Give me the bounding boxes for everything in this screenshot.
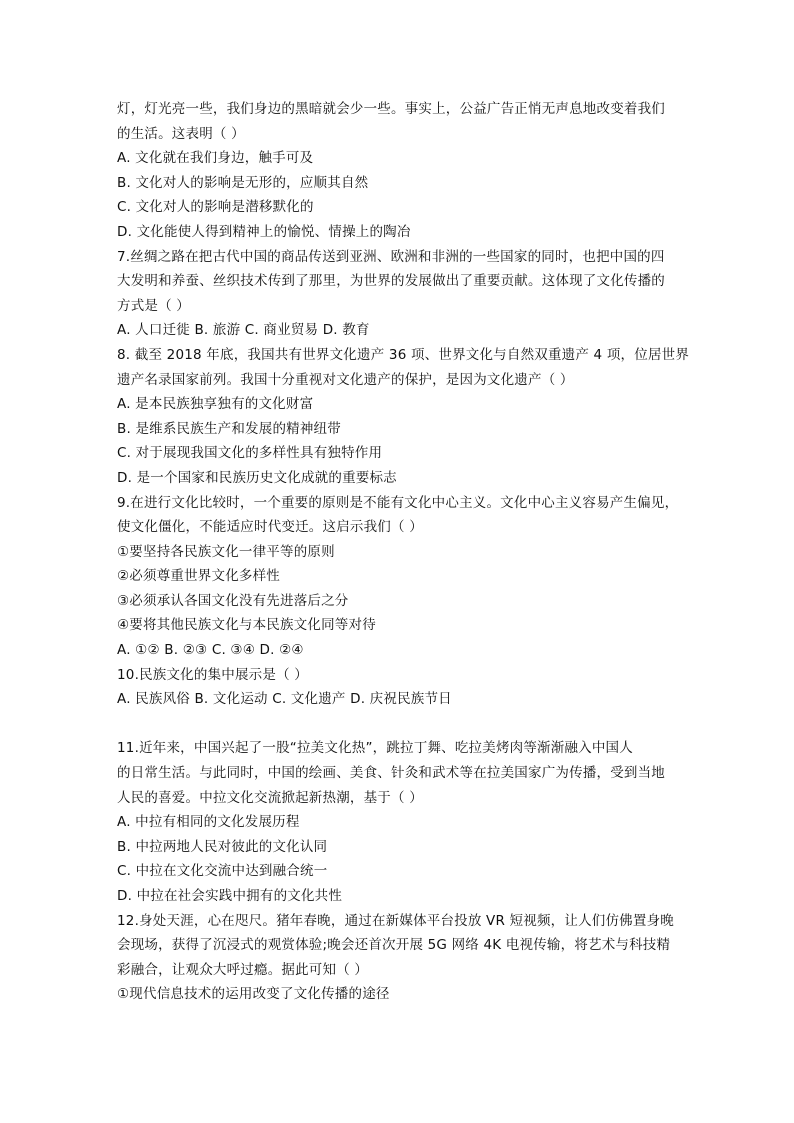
answer-options-row: A. 人口迁徙 B. 旅游 C. 商业贸易 D. 教育	[117, 322, 370, 339]
text-line: 的日常生活。与此同时，中国的绘画、美食、针灸和武术等在拉美国家广为传播，受到当地	[117, 765, 665, 782]
text-line: 大发明和养蚕、丝织技术传到了那里，为世界的发展做出了重要贡献。这体现了文化传播的	[117, 273, 665, 290]
statement-item: ②必须尊重世界文化多样性	[117, 568, 281, 585]
answer-option: B. 是维系民族生产和发展的精神纽带	[117, 420, 341, 437]
text-line: 方式是（ ）	[117, 297, 190, 314]
statement-item: ①要坚持各民族文化一律平等的原则	[117, 543, 335, 560]
question-block-b	[117, 736, 677, 1007]
answer-option: D. 文化能使人得到精神上的愉悦、情操上的陶冶	[117, 223, 411, 240]
answer-option: C. 中拉在文化交流中达到融合统一	[117, 863, 328, 880]
answer-options-row: A. 民族风俗 B. 文化运动 C. 文化遗产 D. 庆祝民族节日	[117, 691, 452, 708]
question-8-stem: 8. 截至 2018 年底，我国共有世界文化遗产 36 项、世界文化与自然双重遗产 4 项，位居世界	[117, 346, 690, 363]
answer-options-row: A. ①② B. ②③ C. ③④ D. ②④	[117, 642, 304, 659]
text-line: 使文化僵化，不能适应时代变迁。这启示我们（ ）	[117, 519, 423, 536]
answer-option: C. 对于展现我国文化的多样性具有独特作用	[117, 445, 383, 462]
question-block-a	[117, 97, 690, 712]
statement-item: ③必须承认各国文化没有先进落后之分	[117, 592, 349, 609]
statement-item: ①现代信息技术的运用改变了文化传播的途径	[117, 986, 390, 1003]
question-7-stem: 7.丝绸之路在把古代中国的商品传送到亚洲、欧洲和非洲的一些国家的同时，也把中国的四	[117, 248, 665, 265]
question-11-stem: 11.近年来，中国兴起了一股“拉美文化热”，跳拉丁舞、吃拉美烤肉等渐渐融入中国人	[117, 740, 633, 757]
text-line: 彩融合，让观众大呼过瘾。据此可知（ ）	[117, 961, 369, 978]
answer-option: D. 是一个国家和民族历史文化成就的重要标志	[117, 469, 397, 486]
answer-option: A. 文化就在我们身边，触手可及	[117, 150, 314, 167]
answer-option: B. 中拉两地人民对彼此的文化认同	[117, 838, 328, 855]
blank-line	[117, 712, 677, 737]
text-line: 的生活。这表明（ ）	[117, 125, 245, 142]
answer-option: A. 是本民族独享独有的文化财富	[117, 396, 314, 413]
text-line: 遗产名录国家前列。我国十分重视对文化遗产的保护，是因为文化遗产（ ）	[117, 371, 574, 388]
answer-option: D. 中拉在社会实践中拥有的文化共性	[117, 888, 343, 904]
question-9-stem: 9.在进行文化比较时，一个重要的原则是不能有文化中心主义。文化中心主义容易产生偏见，	[117, 494, 679, 511]
document-body	[117, 97, 690, 1007]
question-10-stem: 10.民族文化的集中展示是（ ）	[117, 666, 308, 683]
answer-option: C. 文化对人的影响是潜移默化的	[117, 199, 314, 216]
question-12-stem: 12.身处天涯，心在咫尺。猪年春晚，通过在新媒体平台投放 VR 短视频，让人们仿佛置身晚	[117, 912, 674, 929]
statement-item: ④要将其他民族文化与本民族文化同等对待	[117, 617, 376, 634]
answer-option: A. 中拉有相同的文化发展历程	[117, 814, 300, 831]
answer-option: B. 文化对人的影响是无形的，应顺其自然	[117, 174, 369, 191]
text-line: 会现场，获得了沉浸式的观赏体验;晚会还首次开展 5G 网络 4K 电视传输，将艺术与科技精	[117, 937, 671, 954]
text-line: 灯，灯光亮一些，我们身边的黑暗就会少一些。事实上，公益广告正悄无声息地改变着我们	[117, 101, 665, 117]
text-line: 人民的喜爱。中拉文化交流掀起新热潮，基于（ ）	[117, 789, 423, 806]
